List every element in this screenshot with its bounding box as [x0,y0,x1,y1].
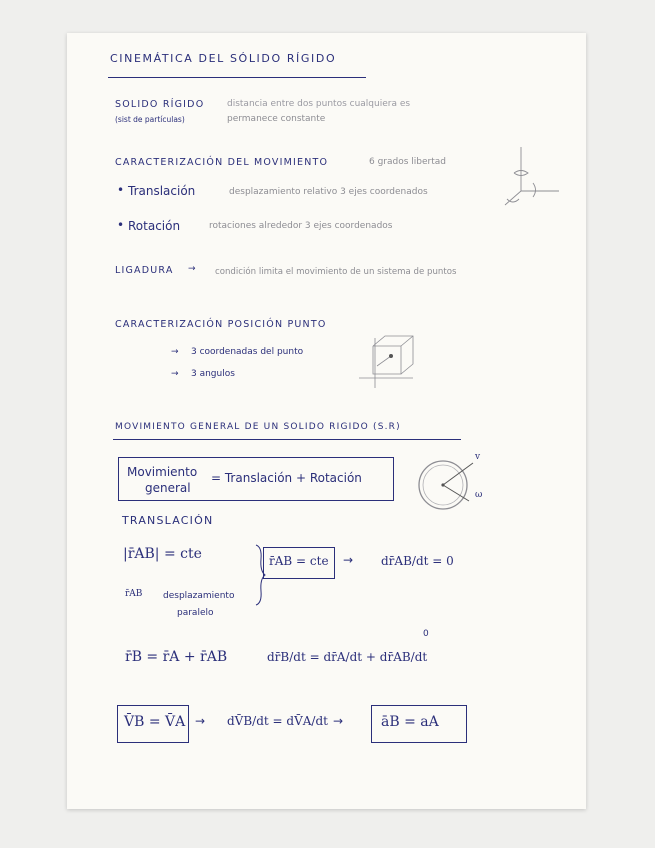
notebook-page [67,33,586,809]
general-motion-label-2: general [145,481,191,495]
velocity-derivative: dV̄B/dt = dV̄A/dt [227,714,328,728]
rab-note-2: paralelo [177,608,214,618]
implies-arrow-1: → [343,553,354,567]
acceleration-result: āB = aA [381,714,439,730]
rb-derivative-equation: dr̄B/dt = dr̄A/dt + dr̄AB/dt [267,650,428,664]
constraint-desc: condición limita el movimiento de un sistema de puntos [215,267,457,277]
rigid-solid-definition-1: distancia entre dos puntos cualquiera es [227,99,411,109]
implies-arrow-2: → [195,714,206,728]
rotating-disc-icon [415,451,495,521]
translation-heading: TRANSLACIÓN [122,514,214,527]
rab-note-1: desplazamiento [163,591,235,601]
page-title: CINEMÁTICA DEL SÓLIDO RÍGIDO [110,52,337,65]
rb-sum-equation: r̄B = r̄A + r̄AB [125,649,228,665]
implies-arrow-3: → [333,714,344,728]
motion-heading: CARACTERIZACIÓN DEL MOVIMIENTO [115,157,329,168]
translation-bullet: • [117,183,125,197]
position-cube-icon [355,328,415,398]
title-underline [108,77,366,78]
rab-derivative: dr̄AB/dt = 0 [381,554,454,568]
zero-mark: 0 [423,629,429,639]
general-motion-heading: MOVIMIENTO GENERAL DE UN SOLIDO RIGIDO (S.R) [115,422,401,432]
rigid-solid-term: SOLIDO RÍGIDO [115,99,205,110]
rigid-solid-note: (sist de partículas) [115,115,185,124]
point-arrow-1: → [171,347,179,357]
point-arrow-2: → [171,369,179,379]
rigid-solid-definition-2: permanece constante [227,114,326,124]
general-motion-label-1: Movimiento [127,465,198,479]
rab-constant: r̄AB = cte [269,554,329,568]
translation-desc: desplazamiento relativo 3 ejes coordenados [229,187,428,197]
rotation-label: Rotación [128,219,181,233]
velocity-label: v [475,452,481,462]
translation-label: Translación [128,184,196,198]
rotation-bullet: • [117,218,125,232]
general-motion-equation: = Translación + Rotación [211,471,362,485]
axes-sketch-icon [499,141,559,221]
omega-label: ω [475,490,483,500]
rab-symbol: r̄AB [125,589,143,599]
velocity-result: V̄B = V̄A [124,714,186,730]
point-heading: CARACTERIZACIÓN POSICIÓN PUNTO [115,319,327,330]
point-item-2: 3 angulos [191,369,235,379]
motion-dof-note: 6 grados libertad [369,157,446,167]
rab-modulus-equation: |r̄AB| = cte [123,546,202,562]
constraint-arrow: → [188,264,196,274]
point-item-1: 3 coordenadas del punto [191,347,304,357]
general-motion-underline [113,439,461,440]
constraint-term: LIGADURA [115,265,174,276]
rotation-desc: rotaciones alrededor 3 ejes coordenados [209,221,393,231]
